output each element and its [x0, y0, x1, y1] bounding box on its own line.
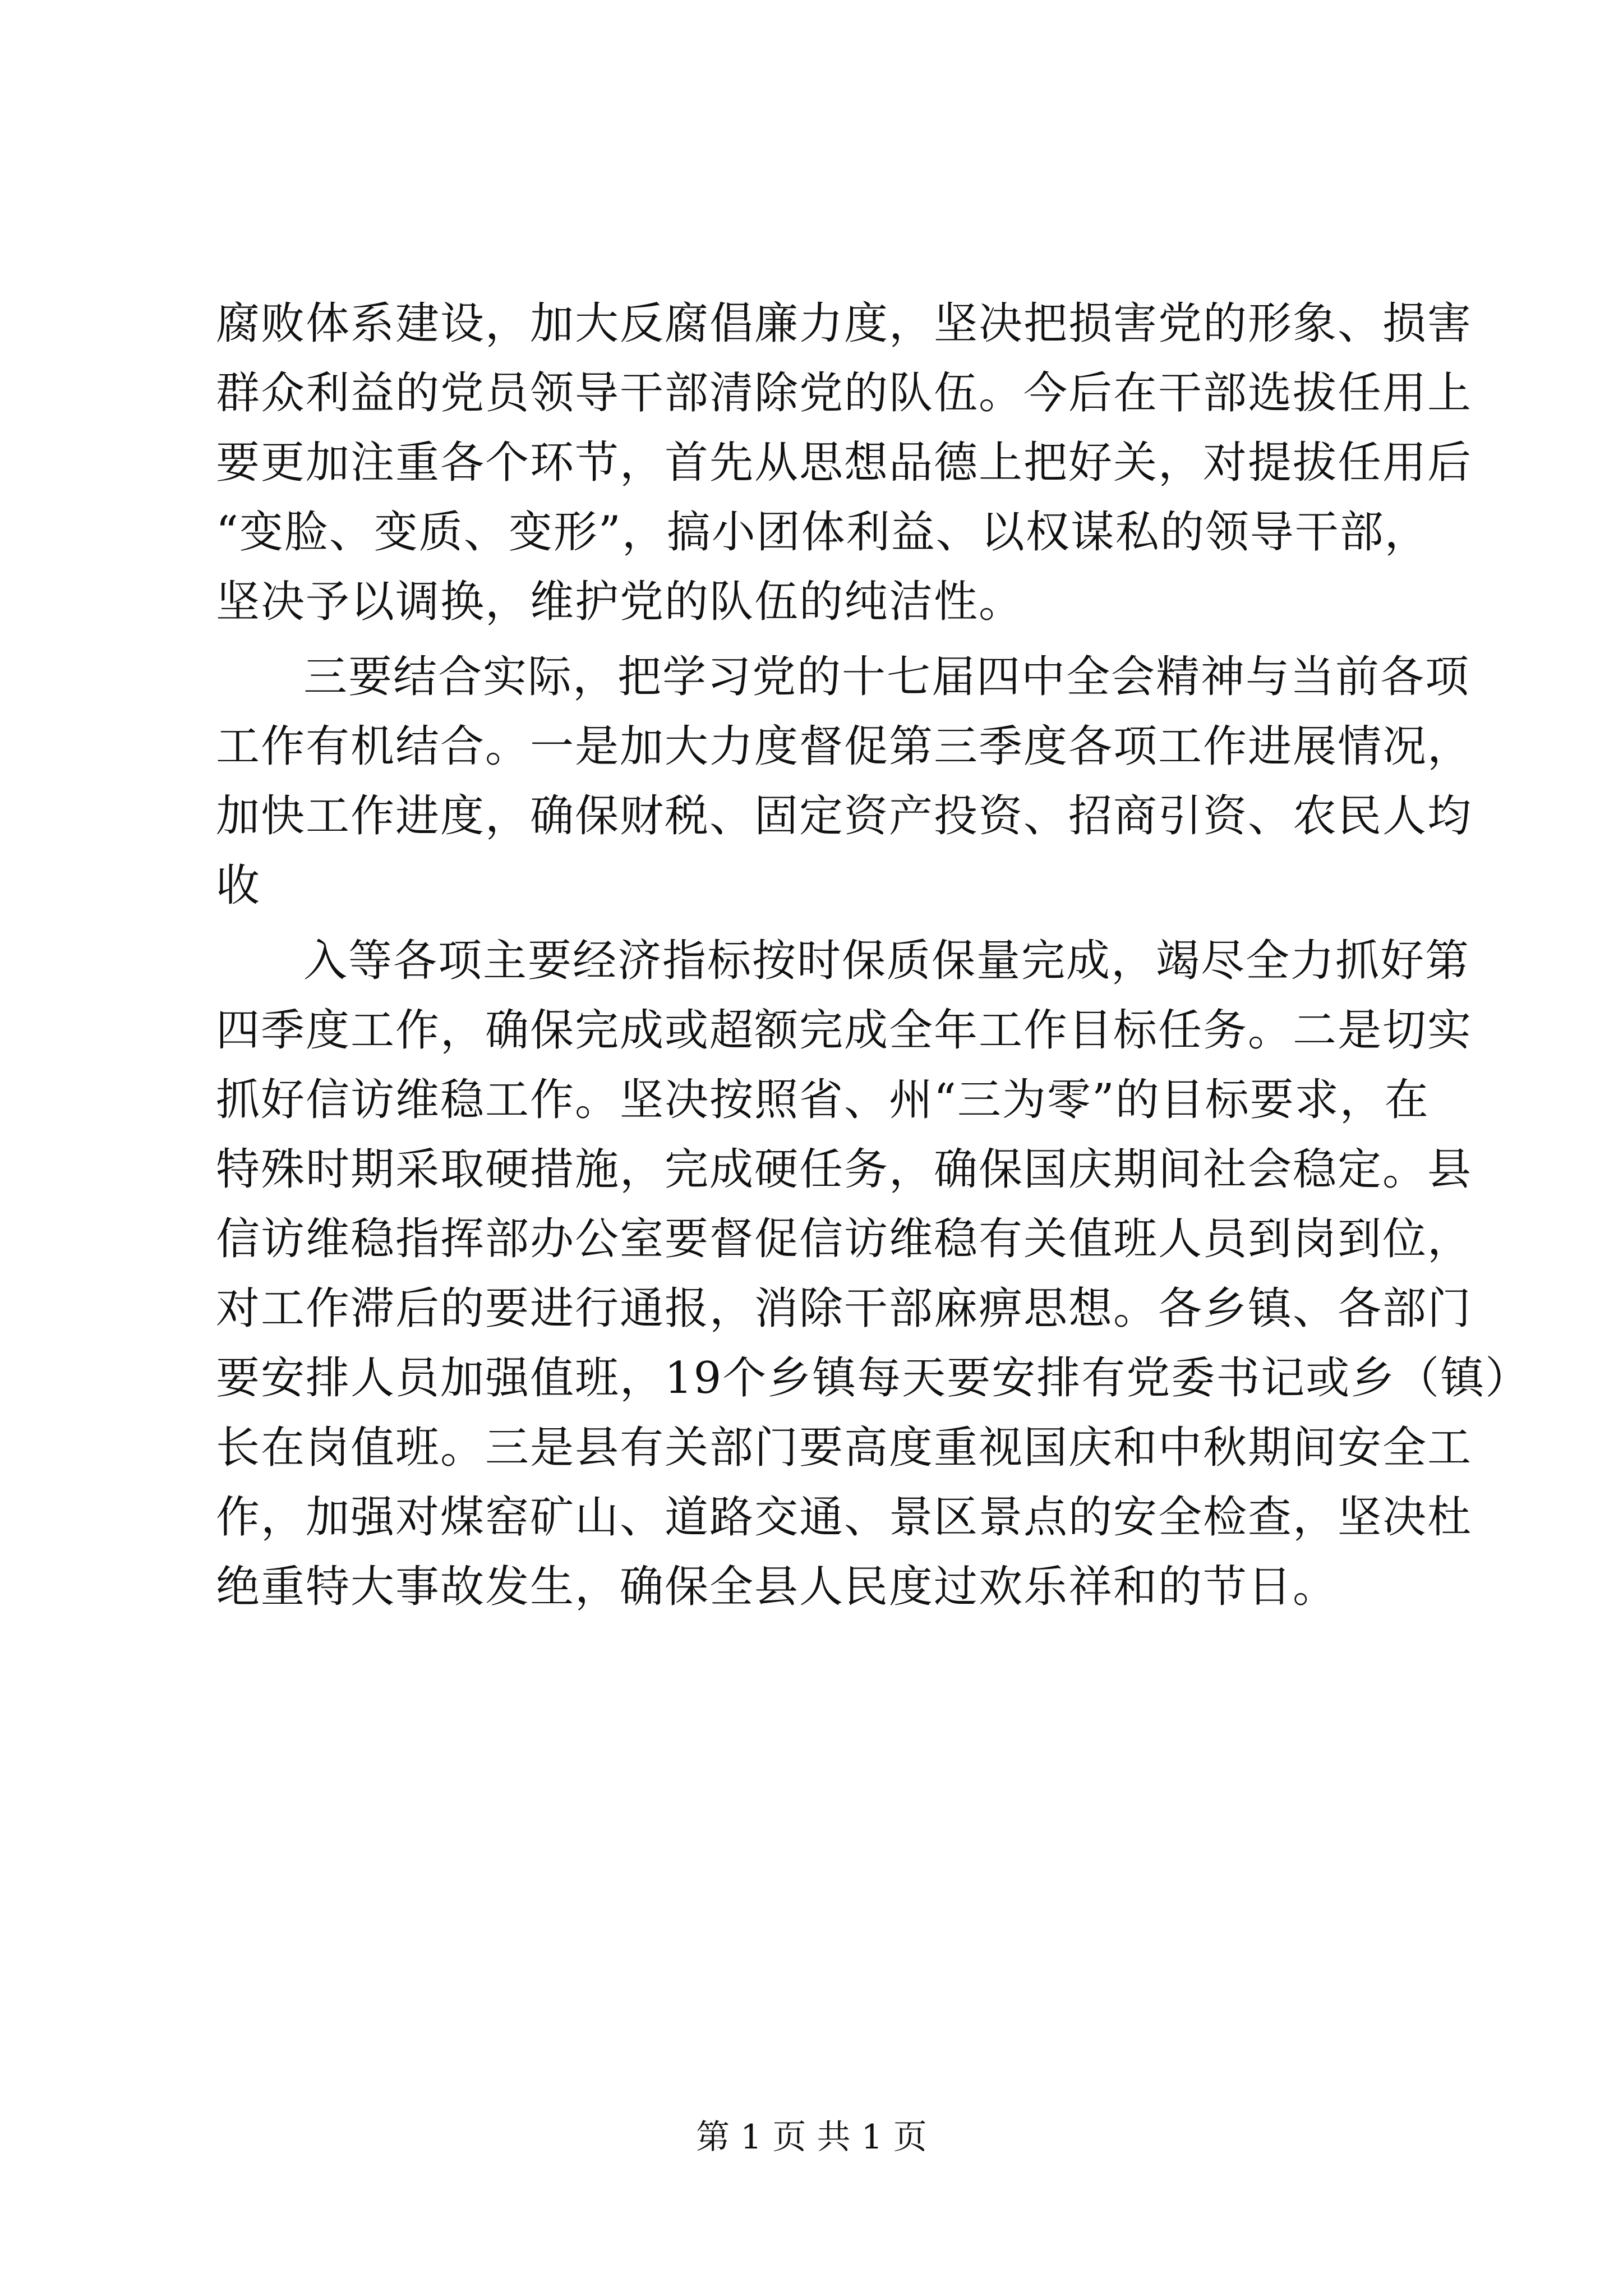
text-line: 特殊时期采取硬措施，完成硬任务，确保国庆期间社会稳定。县 — [216, 1144, 1473, 1195]
text-line: 加快工作进度，确保财税、固定资产投资、招商引资、农民人均 — [216, 791, 1473, 841]
text-line: 信访维稳指挥部办公室要督促信访维稳有关值班人员到岗到位， — [216, 1214, 1473, 1264]
text-line: 四季度工作，确保完成或超额完成全年工作目标任务。二是切实 — [216, 1005, 1473, 1056]
page-footer — [0, 2115, 1623, 2160]
text-line: 腐败体系建设，加大反腐倡廉力度，坚决把损害党的形象、损害 — [216, 298, 1473, 349]
text-line: 作，加强对煤窑矿山、道路交通、景区景点的安全检查，坚决杜 — [216, 1492, 1473, 1543]
page-number-label: 第 1 页 共 1 页 — [696, 2118, 927, 2157]
text-line: 抓好信访维稳工作。坚决按照省、州“三为零”的目标要求，在 — [216, 1075, 1430, 1125]
text-line: 绝重特大事故发生，确保全县人民度过欢乐祥和的节日。 — [216, 1562, 1338, 1612]
text-line: 群众利益的党员领导干部清除党的队伍。今后在干部选拔任用上 — [216, 368, 1473, 418]
text-line: 对工作滞后的要进行通报，消除干部麻痹思想。各乡镇、各部门 — [216, 1283, 1473, 1334]
text-line: 要安排人员加强值班，19个乡镇每天要安排有党委书记或乡（镇） — [216, 1353, 1530, 1404]
text-line: 工作有机结合。一是加大力度督促第三季度各项工作进展情况， — [216, 721, 1473, 772]
text-line: 长在岗值班。三是县有关部门要高度重视国庆和中秋期间安全工 — [216, 1423, 1473, 1473]
paragraph-start-line: 入等各项主要经济指标按时保质保量完成，竭尽全力抓好第 — [303, 936, 1470, 986]
paragraph-start-line: 三要结合实际，把学习党的十七届四中全会精神与当前各项 — [303, 652, 1470, 702]
text-line: “变脸、变质、变形”，搞小团体利益、以权谋私的领导干部， — [216, 507, 1430, 558]
text-line: 要更加注重各个环节，首先从思想品德上把好关，对提拔任用后 — [216, 438, 1473, 488]
text-line: 坚决予以调换，维护党的队伍的纯洁性。 — [216, 577, 1024, 627]
text-line: 收 — [216, 861, 261, 911]
document-body — [216, 289, 1530, 1622]
